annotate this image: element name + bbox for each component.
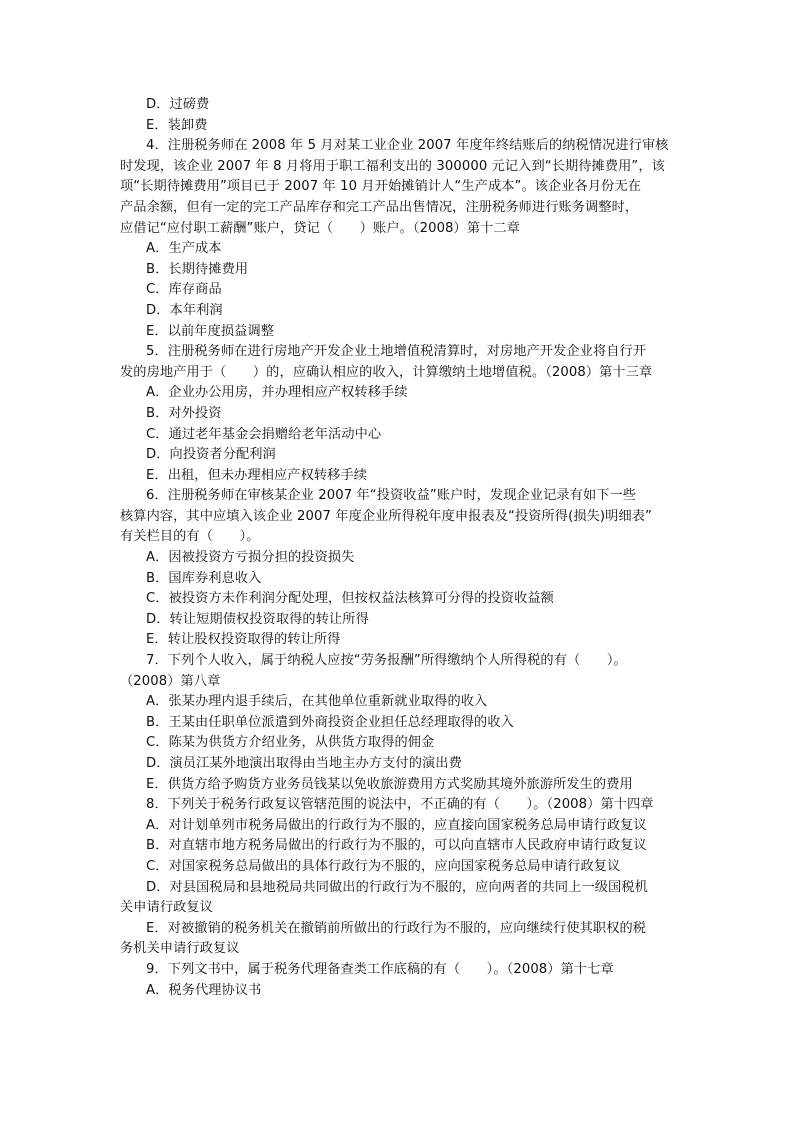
question-line: 9．下列文书中，属于税务代理备查类工作底稿的有（ ）。（2008）第十七章 <box>146 961 614 977</box>
question-line: 时发现，该企业 2007 年 8 月将用于职工福利支出的 300000 元记入到“长期待摊费用”，该 <box>120 158 665 174</box>
option-line: E．以前年度损益调整 <box>146 323 275 339</box>
option-line: D．转让短期债权投资取得的转让所得 <box>146 611 369 627</box>
option-line: C．陈某为供货方介绍业务，从供货方取得的佣金 <box>146 735 435 751</box>
option-line: 关申请行政复议 <box>120 900 214 916</box>
option-line: C．被投资方未作利润分配处理，但按权益法核算可分得的投资收益额 <box>146 591 554 607</box>
question-line: 7．下列个人收入，属于纳税人应按“劳务报酬”所得缴纳个人所得税的有（ ）。 <box>146 653 627 669</box>
question-line: 5．注册税务师在进行房地产开发企业土地增值税清算时，对房地产开发企业将自行开 <box>146 344 647 360</box>
option-line: B．对外投资 <box>146 405 222 421</box>
question-line: 核算内容，其中应填入该企业 2007 年度企业所得税年度申报表及“投资所得(损失)明细表” <box>120 508 652 524</box>
option-line: E．转让股权投资取得的转让所得 <box>146 632 341 648</box>
option-line: D．本年利润 <box>146 302 223 318</box>
option-line: E．出租，但未办理相应产权转移手续 <box>146 467 368 483</box>
option-line: C．对国家税务总局做出的具体行政行为不服的，应向国家税务总局申请行政复议 <box>146 858 621 874</box>
question-line: （2008）第八章 <box>120 673 221 689</box>
question-line: 应借记“应付职工薪酬”账户，贷记（ ）账户。（2008）第十二章 <box>120 220 520 236</box>
option-line: D．过磅费 <box>146 97 210 112</box>
option-line: E．对被撤销的税务机关在撤销前所做出的行政行为不服的，应向继续行使其职权的税 <box>146 920 647 936</box>
question-line: 8．下列关于税务行政复议管辖范围的说法中，不正确的有（ ）。（2008）第十四章 <box>146 797 654 813</box>
option-line: A．对计划单列市税务局做出的行政行为不服的，应直接向国家税务总局申请行政复议 <box>146 817 647 833</box>
option-line: A．因被投资方亏损分担的投资损失 <box>146 550 355 566</box>
option-line: B．对直辖市地方税务局做出的行政行为不服的，可以向直辖市人民政府申请行政复议 <box>146 838 647 854</box>
option-line: A．企业办公用房，并办理相应产权转移手续 <box>146 385 408 401</box>
option-line: B．王某由任职单位派遣到外商投资企业担任总经理取得的收入 <box>146 714 514 730</box>
option-line: E．装卸费 <box>146 117 208 133</box>
question-line: 有关栏目的有（ ）。 <box>120 529 260 545</box>
question-line: 4．注册税务师在 2008 年 5 月对某工业企业 2007 年度年终结账后的纳税情况进行审核 <box>146 138 669 154</box>
option-line: A．张某办理内退手续后，在其他单位重新就业取得的收入 <box>146 694 488 710</box>
option-line: C．通过老年基金会捐赠给老年活动中心 <box>146 426 382 442</box>
question-line: 项“长期待摊费用”项目已于 2007 年 10 月开始摊销计人“生产成本”。该企业各月份无在 <box>120 179 642 195</box>
option-line: C．库存商品 <box>146 282 222 298</box>
option-line: 务机关申请行政复议 <box>120 941 240 957</box>
option-line: A．生产成本 <box>146 241 222 257</box>
question-line: 6．注册税务师在审核某企业 2007 年“投资收益”账户时，发现企业记录有如下一些 <box>146 488 637 504</box>
option-line: A．税务代理协议书 <box>146 982 262 998</box>
option-line: D．对县国税局和县地税局共同做出的行政行为不服的，应向两者的共同上一级国税机 <box>146 879 648 895</box>
document-body <box>120 95 674 1001</box>
question-line: 产品余额，但有一定的完工产品库存和完工产品出售情况，注册税务师进行账务调整时， <box>120 199 639 215</box>
question-line: 发的房地产用于（ ）的，应确认相应的收入，计算缴纳土地增值税。（2008）第十三章 <box>120 364 653 380</box>
option-line: D．演员江某外地演出取得由当地主办方支付的演出费 <box>146 756 462 771</box>
option-line: B．长期待摊费用 <box>146 261 249 277</box>
option-line: E．供货方给予购货方业务员钱某以免收旅游费用方式奖励其境外旅游所发生的费用 <box>146 776 633 792</box>
option-line: D．向投资者分配利润 <box>146 447 276 463</box>
option-line: B．国库券利息收入 <box>146 570 262 586</box>
